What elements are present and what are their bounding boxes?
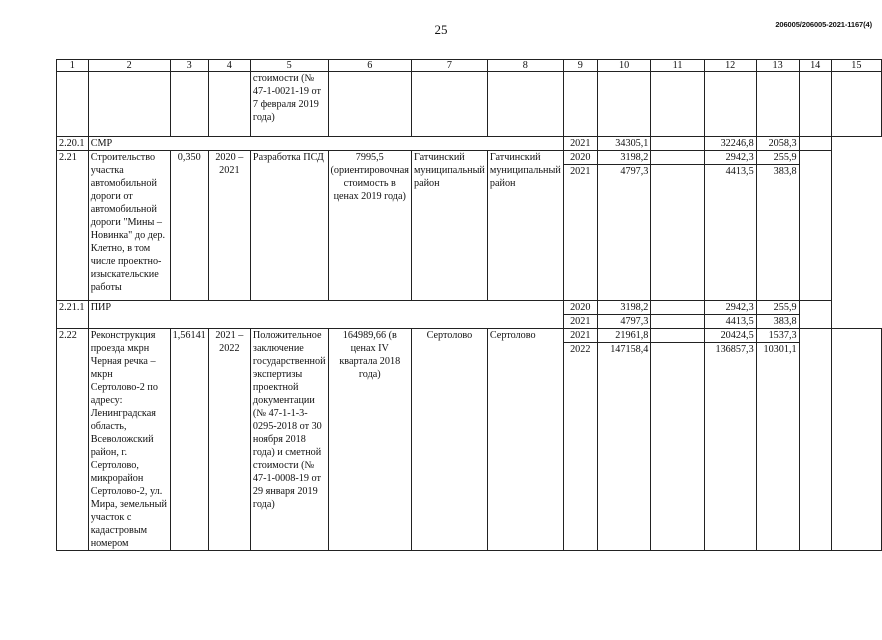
cell-documentation: Разработка ПСД — [250, 151, 328, 301]
cell-length: 0,350 — [170, 151, 208, 301]
col-number: 9 — [563, 60, 597, 72]
col-number: 7 — [411, 60, 487, 72]
cell-expertise-continued: стоимости (№ 47-1-0021-19 от 7 февраля 2019 года) — [250, 72, 328, 137]
table-row-2-22 — [57, 329, 882, 343]
cell-total: 34305,1 — [597, 137, 651, 151]
cell-row-number: 2.20.1 — [57, 137, 89, 151]
cell-year: 2020 — [563, 301, 597, 315]
cell-total: 4797,3 — [597, 315, 651, 329]
cell-total: 147158,4 — [597, 343, 651, 551]
cell-local: 383,8 — [756, 315, 799, 329]
cell-year: 2021 — [563, 137, 597, 151]
cell-row-number: 2.21.1 — [57, 301, 89, 329]
cell-cost: 164989,66 (в ценах IV квартала 2018 года) — [328, 329, 411, 551]
page-number: 25 — [434, 22, 448, 37]
col-number: 14 — [799, 60, 831, 72]
cell-work-type: ПИР — [88, 301, 563, 329]
cell-year: 2020 — [563, 151, 597, 165]
cell-row-number: 2.22 — [57, 329, 89, 551]
col-number: 6 — [328, 60, 411, 72]
cell-year: 2021 — [563, 315, 597, 329]
col-number: 11 — [651, 60, 704, 72]
cell-municipality: Сертолово — [411, 329, 487, 551]
col-number: 3 — [170, 60, 208, 72]
table-row-2-20-1 — [57, 137, 882, 151]
cell-year: 2022 — [563, 343, 597, 551]
cell-local: 383,8 — [756, 165, 799, 301]
table-row-2-21-1 — [57, 301, 882, 315]
column-number-row — [57, 60, 882, 72]
col-number: 1 — [57, 60, 89, 72]
cell-documentation: Положительное заключение государственной экспертизы проектной документации (№ 47-1-1-3-0295-2018 от 30 ноября 2018 года) и сметной стоимости (№ 47-1-0008-19 от 29 января 2019 года) — [250, 329, 328, 551]
cell-object-name: Строительство участка автомобильной дороги от автомобильной дороги "Мины – Новинка" до дер. Клетно, в том числе проектно-изыскательские работы — [88, 151, 170, 301]
cell-total: 4797,3 — [597, 165, 651, 301]
col-number: 12 — [704, 60, 756, 72]
col-number: 8 — [487, 60, 563, 72]
cell-local: 255,9 — [756, 151, 799, 165]
col-number: 13 — [756, 60, 799, 72]
cell-regional: 2942,3 — [704, 301, 756, 315]
cell-local: 255,9 — [756, 301, 799, 315]
col-number: 5 — [250, 60, 328, 72]
cell-recipient: Сертолово — [487, 329, 563, 551]
cell-total: 3198,2 — [597, 301, 651, 315]
cell-total: 3198,2 — [597, 151, 651, 165]
col-number: 2 — [88, 60, 170, 72]
cell-regional: 20424,5 — [704, 329, 756, 343]
cell-length: 1,56141 — [170, 329, 208, 551]
cell-regional: 4413,5 — [704, 315, 756, 329]
table-row-continuation — [57, 72, 882, 137]
cell-period: 2021 – 2022 — [208, 329, 250, 551]
cell-local: 10301,1 — [756, 343, 799, 551]
cell-year: 2021 — [563, 165, 597, 301]
cell-regional: 4413,5 — [704, 165, 756, 301]
cell-regional: 136857,3 — [704, 343, 756, 551]
cell-recipient: Гатчинский муниципальный район — [487, 151, 563, 301]
program-table — [56, 59, 882, 551]
cell-local: 2058,3 — [756, 137, 799, 151]
col-number: 4 — [208, 60, 250, 72]
document-id: 206005/206005-2021-1167(4) — [775, 20, 872, 29]
cell-object-name: Реконструкция проезда мкрн Черная речка – мкрн Сертолово-2 по адресу: Ленинградская область, Всеволожский район, г. Сертолово, микрорайон Сертолово-2, ул. Мира, земельный участок с кадастровым номером — [88, 329, 170, 551]
cell-local: 1537,3 — [756, 329, 799, 343]
cell-row-number: 2.21 — [57, 151, 89, 301]
cell-year: 2021 — [563, 329, 597, 343]
cell-work-type: СМР — [88, 137, 563, 151]
cell-period: 2020 – 2021 — [208, 151, 250, 301]
table-row-2-21 — [57, 151, 882, 165]
cell-regional: 32246,8 — [704, 137, 756, 151]
cell-regional: 2942,3 — [704, 151, 756, 165]
cell-cost: 7995,5 (ориентировочная стоимость в ценах 2019 года) — [328, 151, 411, 301]
col-number: 10 — [597, 60, 651, 72]
col-number: 15 — [831, 60, 881, 72]
cell-municipality: Гатчинский муниципальный район — [411, 151, 487, 301]
cell-total: 21961,8 — [597, 329, 651, 343]
